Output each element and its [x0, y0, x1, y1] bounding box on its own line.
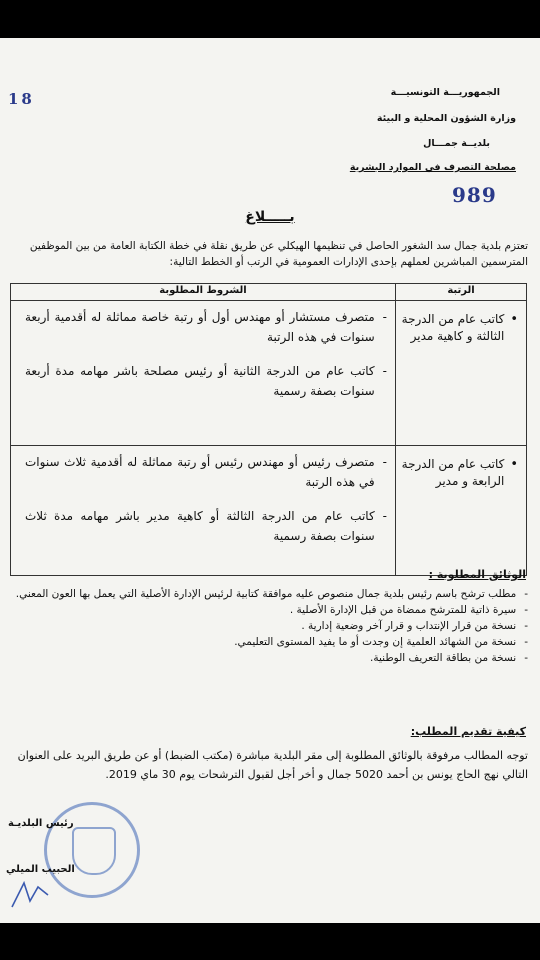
header-municipality: بلديــة جمـــال: [423, 138, 490, 149]
conditions-cell: - متصرف رئيس أو مهندس رئيس أو رتبة مماثلة له أقدمية ثلاث سنوات في هذه الرتبة - كاتب عام من الدرجة الثالثة أو كاهية مدير باشر مهامه مدة ثلاث سنوات بصفة رسمية: [11, 446, 396, 576]
page-number: 18: [8, 90, 35, 108]
documents-heading: الوثائق المطلوبة :: [428, 568, 526, 581]
header-conditions: الشروط المطلوبة: [11, 284, 396, 301]
rank-text: كاتب عام من الدرجة الثالثة و كاهية مدير: [401, 312, 505, 343]
header-republic: الجمهوريـــة التونسيـــة: [390, 87, 500, 98]
list-item: - سيرة ذاتية للمترشح ممضاة من قبل الإدارة الأصلية .: [289, 604, 528, 616]
requirements-table: [10, 283, 527, 576]
list-item: - مطلب ترشح باسم رئيس بلدية جمال منصوص عليه موافقة كتابية لرئيس الإدارة الأصلية التي يعمل بها العون المعني.: [15, 588, 528, 600]
rank-cell: • كاتب عام من الدرجة الثالثة و كاهية مدير: [396, 301, 527, 446]
header-department: مصلحة التصرف في الموارد البشرية: [349, 162, 516, 173]
document-title: بـــــلاغ: [245, 209, 295, 225]
rank-cell: • كاتب عام من الدرجة الرابعة و مدير: [396, 446, 527, 576]
condition-text: كاتب عام من الدرجة الثانية أو رئيس مصلحة باشر مهامه مدة أربعة سنوات بصفة رسمية: [25, 364, 375, 398]
submission-text: توجه المطالب مرفوقة بالوثائق المطلوبة إلى مقر البلدية مباشرة (مكتب الضبط) أو عن طريق البريد على العنوان التالي نهج الحاج يونس بن أحمد 5020 جمال و أخر أجل لقبول الترشحات يوم 30 ماي 2019.: [17, 749, 528, 781]
table-row: [11, 446, 527, 576]
condition-text: كاتب عام من الدرجة الثالثة أو كاهية مدير باشر مهامه مدة ثلاث سنوات بصفة رسمية: [25, 509, 375, 543]
submission-heading: كيفية تقديم المطلب:: [410, 725, 526, 738]
list-item: - نسخة من بطاقة التعريف الوطنية.: [370, 652, 528, 664]
condition-text: متصرف رئيس أو مهندس رئيس أو رتبة مماثلة له أقدمية ثلاث سنوات في هذه الرتبة: [25, 455, 375, 489]
handwritten-signature: [4, 873, 64, 913]
reference-number: 989: [452, 183, 497, 207]
table-row: [11, 301, 527, 446]
signature-role: رئيس البلديـة: [8, 818, 74, 829]
intro-paragraph: تعتزم بلدية جمال سد الشغور الحاصل في تنظيمها الهيكلي عن طريق نقلة في خطة الكتابة العامة من بين الموظفين المترسمين المباشرين لعملهم بإحدى الإدارات العمومية في الرتب أو الخطط التالية:: [29, 240, 528, 268]
list-item: - نسخة من قرار الإنتداب و قرار آخر وضعية إدارية .: [301, 620, 528, 632]
rank-text: كاتب عام من الدرجة الرابعة و مدير: [401, 457, 505, 488]
condition-text: متصرف مستشار أو مهندس أول أو رتبة خاصة مماثلة له أقدمية أربعة سنوات في هذه الرتبة: [25, 310, 375, 344]
conditions-cell: - متصرف مستشار أو مهندس أول أو رتبة خاصة مماثلة له أقدمية أربعة سنوات في هذه الرتبة - كاتب عام من الدرجة الثانية أو رئيس مصلحة باشر مهامه مدة أربعة سنوات بصفة رسمية: [11, 301, 396, 446]
document-page: [0, 38, 540, 923]
header-ministry: وزارة الشؤون المحلية و البيئة: [376, 113, 516, 124]
header-rank: الرتبة: [396, 284, 527, 301]
signature-name: الحبيب الميلي: [6, 864, 75, 875]
documents-list: [8, 586, 528, 666]
list-item: - نسخة من الشهائد العلمية إن وجدت أو ما يفيد المستوى التعليمي.: [234, 636, 528, 648]
